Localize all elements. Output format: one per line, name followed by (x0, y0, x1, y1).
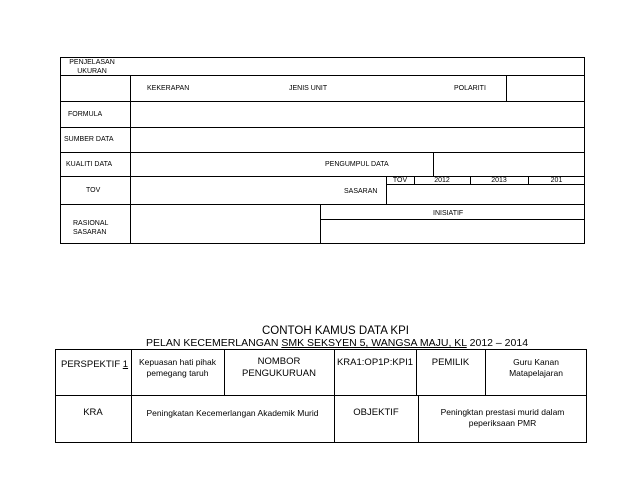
objektif-value-line: peperiksaan PMR (468, 418, 537, 428)
perspektif-label (61, 359, 128, 371)
col-divider (320, 204, 321, 244)
pemilik-value-line: Guru Kanan (513, 357, 559, 367)
sasaran-label-line: SASARAN (73, 229, 107, 236)
subtitle-prefix: PELAN KECEMERLANGAN (146, 337, 282, 349)
subtitle-school: SMK SEKSYEN 5, WANGSA MAJU, KL (281, 337, 467, 349)
pengumpul-data-label: PENGUMPUL DATA (325, 161, 389, 168)
jenis-unit-label: JENIS UNIT (289, 85, 328, 92)
perspektif-text: PERSPEKTIF (61, 359, 121, 370)
year-header-2013: 2013 (491, 177, 507, 184)
row-divider (55, 395, 587, 396)
col-divider (416, 349, 417, 395)
rasional-sasaran-label (73, 219, 108, 237)
subtitle-years: 2012 – 2014 (466, 337, 529, 349)
polariti-label: POLARITI (454, 85, 486, 92)
col-divider (433, 152, 434, 176)
nombor-label-line: NOMBOR (257, 356, 301, 367)
nombor-pengukuruan-label (224, 356, 334, 380)
objektif-value-line: Peningktan prestasi murid dalam (440, 407, 565, 417)
perspektif-value-line: Kepuasan hati pihak (138, 357, 217, 367)
formula-label: FORMULA (68, 111, 103, 118)
pemilik-label: PEMILIK (431, 357, 470, 368)
row-divider (320, 219, 585, 220)
page-title: CONTOH KAMUS DATA KPI (262, 325, 409, 337)
ukuran-label-line: UKURAN (77, 68, 107, 75)
inisiatif-label: INISIATIF (433, 210, 464, 217)
rasional-label-line: RASIONAL (73, 220, 109, 227)
year-header-tov: TOV (392, 177, 408, 184)
row-divider (60, 204, 585, 205)
kualiti-data-label: KUALITI DATA (66, 161, 113, 168)
row-divider (60, 152, 585, 153)
col-divider (130, 75, 131, 244)
perspektif-number: 1 (122, 359, 129, 370)
objektif-value (418, 407, 587, 429)
year-header-2014: 201 (550, 177, 563, 184)
col-divider (506, 75, 507, 101)
pemilik-value (485, 357, 587, 379)
year-header-2012: 2012 (434, 177, 450, 184)
sumber-data-label: SUMBER DATA (64, 136, 114, 143)
penjelasan-ukuran-label (62, 58, 122, 76)
objektif-label: OBJEKTIF (353, 407, 399, 418)
pengukuruan-label-line: PENGUKURUAN (242, 368, 316, 379)
perspektif-value-line: pemegang taruh (146, 368, 209, 378)
tov-label: TOV (86, 187, 101, 194)
row-divider (60, 101, 585, 102)
kra-label: KRA (83, 407, 103, 418)
penjelasan-label-line: PENJELASAN (69, 59, 115, 66)
kra-value: Peningkatan Kecemerlangan Akademik Murid (146, 408, 319, 418)
sasaran-label: SASARAN (344, 188, 378, 195)
kekerapan-label: KEKERAPAN (147, 85, 190, 92)
row-divider (60, 127, 585, 128)
perspektif-value (131, 357, 224, 379)
kra-code-value: KRA1:OP1P:KPI1 (336, 357, 414, 368)
pemilik-value-line: Matapelajaran (509, 368, 563, 378)
